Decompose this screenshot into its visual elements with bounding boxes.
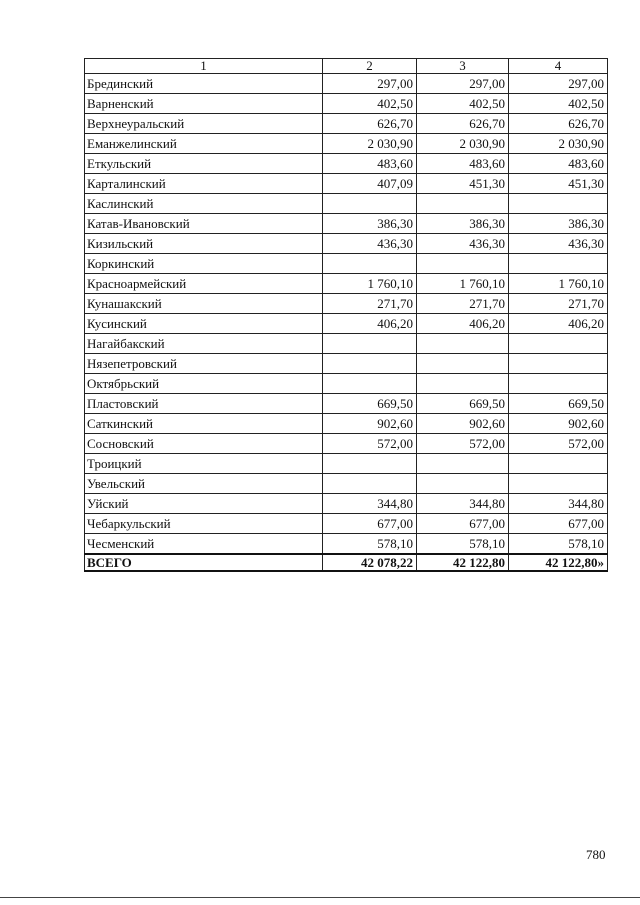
value-col-3: 271,70 xyxy=(417,294,509,314)
value-col-2: 2 030,90 xyxy=(323,134,417,154)
value-col-3: 572,00 xyxy=(417,434,509,454)
value-col-4: 451,30 xyxy=(509,174,608,194)
value-col-2 xyxy=(323,474,417,494)
page-number: 780 xyxy=(586,847,606,862)
total-value-4: 42 122,80» xyxy=(509,554,608,571)
value-col-4: 669,50 xyxy=(509,394,608,414)
total-label: ВСЕГО xyxy=(85,554,323,571)
value-col-3 xyxy=(417,474,509,494)
value-col-4 xyxy=(509,374,608,394)
table-row xyxy=(85,354,608,374)
total-row xyxy=(85,554,608,571)
value-col-4: 677,00 xyxy=(509,514,608,534)
value-col-2: 386,30 xyxy=(323,214,417,234)
value-col-3: 436,30 xyxy=(417,234,509,254)
value-col-2: 677,00 xyxy=(323,514,417,534)
value-col-3: 344,80 xyxy=(417,494,509,514)
table-row xyxy=(85,74,608,94)
table-row xyxy=(85,394,608,414)
table-row xyxy=(85,474,608,494)
district-name: Кусинский xyxy=(85,314,323,334)
value-col-2: 407,09 xyxy=(323,174,417,194)
value-col-2: 626,70 xyxy=(323,114,417,134)
value-col-3: 297,00 xyxy=(417,74,509,94)
value-col-4: 2 030,90 xyxy=(509,134,608,154)
district-name: Кунашакский xyxy=(85,294,323,314)
value-col-3 xyxy=(417,334,509,354)
table-row xyxy=(85,114,608,134)
value-col-2: 402,50 xyxy=(323,94,417,114)
value-col-4: 902,60 xyxy=(509,414,608,434)
value-col-4: 406,20 xyxy=(509,314,608,334)
data-table xyxy=(84,58,608,572)
table-row xyxy=(85,494,608,514)
value-col-2 xyxy=(323,254,417,274)
value-col-3 xyxy=(417,194,509,214)
value-col-2: 902,60 xyxy=(323,414,417,434)
value-col-2 xyxy=(323,334,417,354)
table-row xyxy=(85,134,608,154)
table-row xyxy=(85,374,608,394)
value-col-2: 669,50 xyxy=(323,394,417,414)
district-name: Троицкий xyxy=(85,454,323,474)
district-name: Красноармейский xyxy=(85,274,323,294)
value-col-3 xyxy=(417,254,509,274)
value-col-4: 297,00 xyxy=(509,74,608,94)
district-name: Нязепетровский xyxy=(85,354,323,374)
value-col-3: 578,10 xyxy=(417,534,509,555)
value-col-3: 451,30 xyxy=(417,174,509,194)
value-col-2: 578,10 xyxy=(323,534,417,555)
column-header-3: 3 xyxy=(417,59,509,74)
district-name: Увельский xyxy=(85,474,323,494)
district-name: Уйский xyxy=(85,494,323,514)
district-name: Еткульский xyxy=(85,154,323,174)
district-name: Пластовский xyxy=(85,394,323,414)
table-row xyxy=(85,514,608,534)
table-row xyxy=(85,294,608,314)
total-value-2: 42 078,22 xyxy=(323,554,417,571)
column-header-2: 2 xyxy=(323,59,417,74)
value-col-3: 483,60 xyxy=(417,154,509,174)
district-name: Варненский xyxy=(85,94,323,114)
bottom-rule xyxy=(0,897,640,898)
column-header-1: 1 xyxy=(85,59,323,74)
value-col-3 xyxy=(417,374,509,394)
value-col-3 xyxy=(417,354,509,374)
table-row xyxy=(85,314,608,334)
table-row xyxy=(85,414,608,434)
value-col-2 xyxy=(323,194,417,214)
district-name: Карталинский xyxy=(85,174,323,194)
district-name: Брединский xyxy=(85,74,323,94)
table-row xyxy=(85,94,608,114)
value-col-2: 406,20 xyxy=(323,314,417,334)
total-value-3: 42 122,80 xyxy=(417,554,509,571)
table-row xyxy=(85,194,608,214)
value-col-4 xyxy=(509,454,608,474)
district-name: Чебаркульский xyxy=(85,514,323,534)
table-row xyxy=(85,234,608,254)
value-col-4: 271,70 xyxy=(509,294,608,314)
table-body xyxy=(85,74,608,555)
value-col-4: 572,00 xyxy=(509,434,608,454)
value-col-2 xyxy=(323,454,417,474)
district-name: Кизильский xyxy=(85,234,323,254)
value-col-3: 406,20 xyxy=(417,314,509,334)
value-col-4 xyxy=(509,334,608,354)
value-col-4: 578,10 xyxy=(509,534,608,555)
district-name: Катав-Ивановский xyxy=(85,214,323,234)
table-row xyxy=(85,174,608,194)
value-col-3: 1 760,10 xyxy=(417,274,509,294)
value-col-4 xyxy=(509,254,608,274)
value-col-3: 2 030,90 xyxy=(417,134,509,154)
header-row xyxy=(85,59,608,74)
district-name: Сосновский xyxy=(85,434,323,454)
value-col-2: 436,30 xyxy=(323,234,417,254)
value-col-4: 386,30 xyxy=(509,214,608,234)
district-name: Саткинский xyxy=(85,414,323,434)
value-col-3: 626,70 xyxy=(417,114,509,134)
value-col-2 xyxy=(323,374,417,394)
value-col-4 xyxy=(509,354,608,374)
value-col-3: 386,30 xyxy=(417,214,509,234)
table-row xyxy=(85,214,608,234)
district-name: Октябрьский xyxy=(85,374,323,394)
value-col-4: 402,50 xyxy=(509,94,608,114)
value-col-4: 483,60 xyxy=(509,154,608,174)
value-col-2: 297,00 xyxy=(323,74,417,94)
district-name: Еманжелинский xyxy=(85,134,323,154)
value-col-2: 1 760,10 xyxy=(323,274,417,294)
table-row xyxy=(85,334,608,354)
district-name: Нагайбакский xyxy=(85,334,323,354)
district-name: Верхнеуральский xyxy=(85,114,323,134)
value-col-2: 271,70 xyxy=(323,294,417,314)
district-name: Чесменский xyxy=(85,534,323,555)
table-row xyxy=(85,154,608,174)
table-row xyxy=(85,254,608,274)
table-row xyxy=(85,534,608,555)
value-col-3: 677,00 xyxy=(417,514,509,534)
column-header-4: 4 xyxy=(509,59,608,74)
district-name: Коркинский xyxy=(85,254,323,274)
value-col-3: 402,50 xyxy=(417,94,509,114)
value-col-2: 483,60 xyxy=(323,154,417,174)
value-col-4: 626,70 xyxy=(509,114,608,134)
value-col-4: 1 760,10 xyxy=(509,274,608,294)
value-col-2: 344,80 xyxy=(323,494,417,514)
district-name: Каслинский xyxy=(85,194,323,214)
value-col-2: 572,00 xyxy=(323,434,417,454)
value-col-4 xyxy=(509,474,608,494)
value-col-4: 344,80 xyxy=(509,494,608,514)
value-col-3: 902,60 xyxy=(417,414,509,434)
value-col-4: 436,30 xyxy=(509,234,608,254)
table-row xyxy=(85,274,608,294)
value-col-3 xyxy=(417,454,509,474)
value-col-3: 669,50 xyxy=(417,394,509,414)
value-col-2 xyxy=(323,354,417,374)
value-col-4 xyxy=(509,194,608,214)
table-row xyxy=(85,434,608,454)
table-row xyxy=(85,454,608,474)
